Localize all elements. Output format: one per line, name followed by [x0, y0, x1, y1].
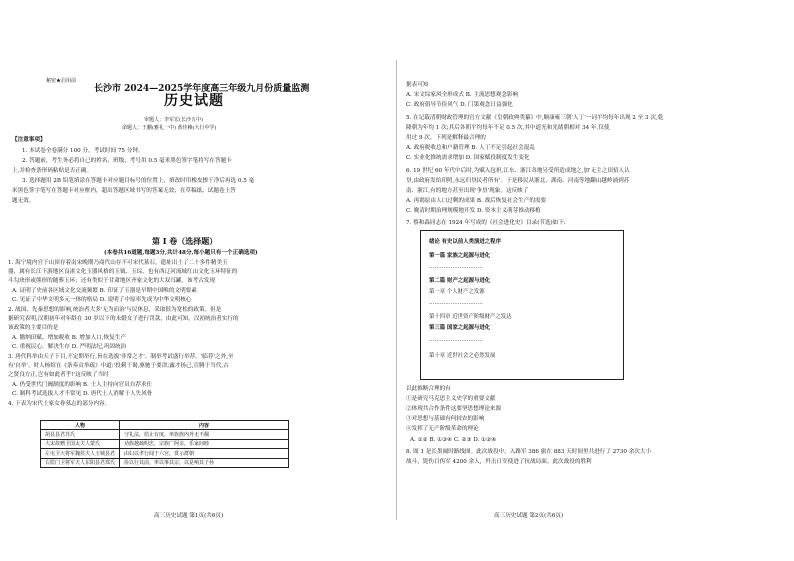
toc-line: 第十四章 近世资产阶级财产之发达: [429, 314, 512, 320]
table-cell: 大宋故赠卫国太夫人蒙氏: [41, 439, 120, 448]
notice-line: 上,并检查条形码粘贴是否正确。: [12, 168, 93, 174]
question-line: 据表可知: [406, 82, 429, 88]
toc-line: 第一章 个人财产之发源: [429, 289, 485, 295]
table-of-contents-box: [420, 230, 624, 380]
table-cell: 守礼法，幼止有度，率族族内外无不佩: [120, 430, 289, 439]
question-line: 6. 19 世纪 60 年代中后时,为赋入包担,江东、浙江各地另受所造成地之,加'无主之田招人认: [406, 168, 630, 174]
question-line: 7. 蔡和森同志在 1924 年写成的《社会进化史》目录(节选)如下:: [406, 220, 566, 226]
question-line: 垦,由政府发给印照,永远归垦民者所有'。于是移民从浙北、湖南、河南等地翻山越岭涌到苏: [406, 178, 630, 184]
option-line: C. 重视民心、解决生存 D. 严明法纪,巩固统治: [12, 344, 127, 350]
table-cell: 右監门卫将军夫人东阳县君郑氏: [41, 458, 120, 467]
page-divider: [396, 60, 397, 520]
toc-line: 第一篇 家族之起源与进化: [429, 253, 491, 259]
question-line: 有'自举'。时人杨绾在《条奏贡举疏》中道:'投刺干谒,驱驰于要津;露才扬己,宣腾于当代,古: [8, 363, 229, 369]
reviewer: 审题人：李军宏(长沙五中): [144, 117, 203, 123]
option-line: C. 晚清时期治理规模地开发 D. 资本主义萌芽推动移植: [406, 208, 541, 214]
notice-line: 题无效。: [12, 198, 35, 204]
toc-line: 第三篇 国家之起源与进化: [429, 325, 491, 331]
question-line: 器，属有长江下游地区良渚文化玉器风格的玉钺、玉琮，也有西辽河流域红山文化玉环特征的: [8, 269, 238, 275]
toc-line: 第十章 近世社会之必然发展: [429, 353, 496, 359]
option-line: C. 政府倡导节俭风气 D. 门第观念日益强化: [406, 102, 513, 108]
option-line: A. 缴纳田赋、增加税收 B. 增加人口,恢复生产: [12, 335, 126, 341]
page-left: [4, 70, 392, 540]
table-cell: 左屯卫大将军魏侯夫人玉城县君: [41, 449, 120, 458]
question-line: 用过 9 次。下列是解释最合理的: [406, 135, 486, 141]
question-line: 8. 图 1 是长墨阔时路线图。此次战役中，入路军 386 旅在 883 天时间里共进行了 2730 余次大小: [406, 449, 652, 455]
authors: 命题人：王鹏(雅礼一中) 黄佳赖(大行中学): [122, 125, 217, 131]
question-line: 南、浙江,有的地方甚至出现'争垦'现象。这反映了: [406, 188, 529, 194]
option-line: A. ①② B. ①③④ C. ②③ D. ①②④: [410, 437, 497, 443]
question-line: 隆朝为年均 1 次;其后各朝平均每年不足 0.5 次,其中道光和光绪朝相对 34 年,仅使: [406, 125, 610, 131]
volume-heading: 第 I 卷（选择题）: [152, 236, 218, 246]
toc-line: 第二篇 财产之起源与进化: [429, 278, 491, 284]
option-line: A. 仍受世代门阀制度的影响 B. 士人主持向官员自荐求仕: [12, 382, 153, 388]
table-row: [41, 449, 289, 458]
option-line: C. 见证了中华文明多元一体的格局 D. 说明了中原率先成为中华文明核心: [12, 297, 192, 303]
table-cell: 由妇以孝行闻于六宫，赏示群朝: [120, 449, 289, 458]
question-line: 3. 唐代科举由天子下目,不定期举行,旨在选拔'非常之才'。制举考试盛行举荐、'临荐'之外,至: [8, 354, 234, 360]
volume-note: (本卷共16道题,每题3分,共计48分,每小题只有一个正确选项): [104, 250, 258, 256]
notice-line: 3. 选择题用 2B 铅笔填涂在答题卡对应题目标号的位置上，填改时用橡皮擦干净后再选 0.5 毫: [22, 178, 255, 184]
statement-line: ④发挥了无产阶级革命的理论: [406, 426, 479, 432]
table-cell: 俭以行其前，率以事其宗，以是响其子孙: [120, 458, 289, 467]
notice-line: 1. 本试卷全卷满分 100 分，考试时间 75 分钟。: [22, 148, 144, 154]
page-right: [402, 70, 790, 540]
notice-heading: 【注意事项】: [12, 137, 46, 143]
statement-line: ②体现共合作条件这要坚思想理论来源: [406, 406, 502, 412]
epitaph-table: [40, 420, 289, 468]
question-line: 5. 在记载清朝财政管理的官方文献《皇朝政典类纂》中,顺康雍三朝'人丁'一词平均每年出现 2 至 3 次,乾: [406, 115, 664, 121]
toc-dots: …………………………: [429, 300, 483, 306]
option-line: A. 宋文综家风全形成式 B. 主流思想观念影响: [406, 92, 519, 98]
notice-line: 米黑色签字笔写在答题卡对应框内，超出答题区域书写的答案无效；在草稿纸、试题卷上答: [12, 188, 236, 194]
question-line: 以此推断合理的有: [406, 386, 451, 392]
question-line: 之贤良方正,岂有如此者乎!'这反映了当时: [8, 372, 109, 378]
question-line: 4. 下表为宋代士家女眷墓志的部分内容。: [8, 401, 111, 407]
statement-line: ①是研究马克思主义史学的重要文献: [406, 396, 496, 402]
option-line: A. 证明了史前各区域文化交流频繁 B. 印证了玉器是早期中国唯的文明要素: [12, 288, 197, 294]
table-cell: 劝族越疏明忠，宗族广阿亲，乐家间睦: [120, 439, 289, 448]
question-line: 战斗，毙伤日伪军 4200 余人，歼击日军使进了抗战局面。此次战役的胜利: [406, 459, 592, 465]
page-footer: 高三历史试题 第1页(共6页): [154, 513, 224, 519]
notice-line: 2. 答题前，考生务必将自己的姓名、班级、考号用 0.5 毫米黑色签字笔将写在答题卡: [22, 158, 232, 164]
table-header-row: [41, 421, 289, 430]
table-header: 内容: [120, 421, 289, 430]
option-line: C. 实业化推统需求增加 D. 国家赋役制度发生变化: [406, 155, 530, 161]
table-row: [41, 439, 289, 448]
table-row: [41, 430, 289, 439]
table-cell: 胡县县君苏氏: [41, 430, 120, 439]
question-line: 斗勾玦形或熊形的随葬玉环；还有类似于甘肃地区齐家文化的大双耳罐。该考古发现: [8, 278, 215, 284]
option-line: A. 政府税收总和户籍管理 B. 人丁不足引起社会混乱: [406, 145, 535, 151]
secret-mark: 秘密★启用前: [46, 78, 77, 84]
table-row: [41, 458, 289, 467]
table-header: 人物: [41, 421, 120, 430]
subject-title: 历史试题: [164, 93, 224, 109]
option-line: A. 再渴原由人口过剩的成果 B. 战后恢复社会生产的需要: [406, 198, 547, 204]
page-footer: 高三历史试题 第2页(共6页): [494, 513, 564, 519]
exam-title: 长沙市 2024—2025学年度高三年级九月份质量监测: [94, 84, 310, 94]
toc-line: 绪论 有史以前人类演进之程序: [429, 239, 501, 245]
toc-dots: …………………………: [429, 264, 483, 270]
option-line: C. 制科考试选拔人才不常见 D. 唐代士人消解于人失风骨: [12, 391, 153, 397]
question-line: 该政策的主要目的是: [8, 325, 59, 331]
question-line: 1. 海宁境内官于山顶存着南宋晚期乃商代山存不可宋代墓石，遗址出土了二十多件精美玉: [8, 260, 228, 266]
question-line: 据研究表明,汉朝初年对年龄在 30 岁以下的未婚女子进行罚款，由此可知，汉初统治者实行的: [8, 316, 239, 322]
statement-line: ③对思想与基础有何较农的影响: [406, 416, 485, 422]
question-line: 2. 战国、先秦思想的影响,统治者大多'无为而治'与民休息，采取很为宽松的政策。但是: [8, 307, 222, 313]
toc-dots: …………………………: [429, 337, 483, 343]
